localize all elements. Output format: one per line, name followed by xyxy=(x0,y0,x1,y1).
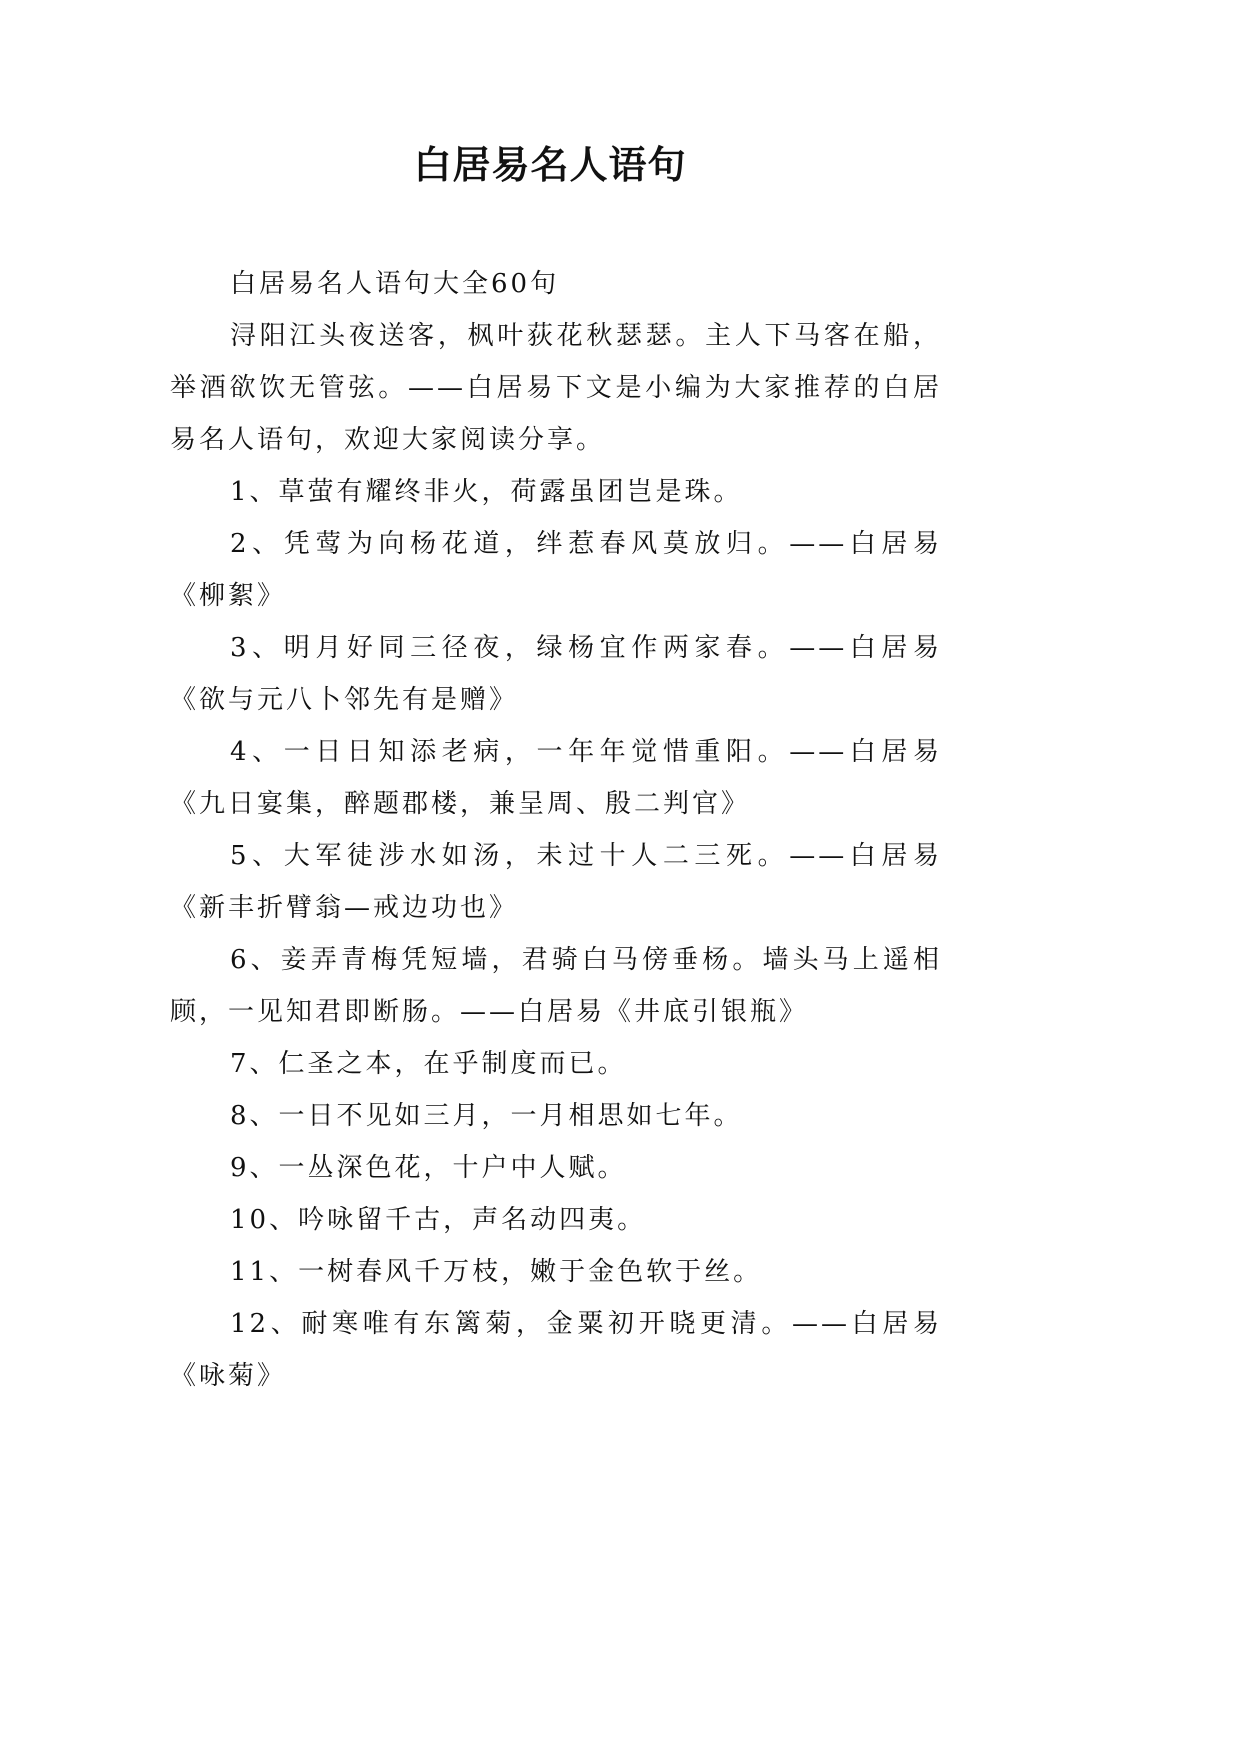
quote-item-1: 1、草萤有耀终非火，荷露虽团岂是珠。 xyxy=(230,477,743,507)
document-title: 白居易名人语句 xyxy=(413,143,687,187)
quote-item-9: 9、一丛深色花，十户中人赋。 xyxy=(230,1153,627,1183)
quote-item-8: 8、一日不见如三月，一月相思如七年。 xyxy=(230,1101,743,1131)
quote-item-2: 2、凭莺为向杨花道，绊惹春风莫放归。——白居易《柳絮》 xyxy=(170,529,942,611)
quote-item-4: 4、一日日知添老病，一年年觉惜重阳。——白居易《九日宴集，醉题郡楼，兼呈周、殷二判官》 xyxy=(170,737,942,819)
quote-item-11: 11、一树春风千万枝，嫩于金色软于丝。 xyxy=(230,1257,763,1287)
quote-item-5: 5、大军徒涉水如汤，未过十人二三死。——白居易《新丰折臂翁—戒边功也》 xyxy=(170,841,942,923)
quote-item-12: 12、耐寒唯有东篱菊，金粟初开晓更清。——白居易《咏菊》 xyxy=(170,1309,942,1391)
quote-item-7: 7、仁圣之本，在乎制度而已。 xyxy=(230,1049,627,1079)
paragraph-intro-text: 浔阳江头夜送客，枫叶荻花秋瑟瑟。主人下马客在船，举酒欲饮无管弦。——白居易下文是小编为大家推荐的白居易名人语句，欢迎大家阅读分享。 xyxy=(170,321,942,455)
document-body xyxy=(170,258,942,1402)
quote-item-3: 3、明月好同三径夜，绿杨宜作两家春。——白居易《欲与元八卜邻先有是赠》 xyxy=(170,633,942,715)
paragraph-intro-heading: 白居易名人语句大全60句 xyxy=(230,269,560,299)
quote-item-10: 10、吟咏留千古，声名动四夷。 xyxy=(230,1205,647,1235)
quote-item-6: 6、妾弄青梅凭短墙，君骑白马傍垂杨。墙头马上遥相顾，一见知君即断肠。——白居易《井底引银瓶》 xyxy=(170,945,942,1027)
